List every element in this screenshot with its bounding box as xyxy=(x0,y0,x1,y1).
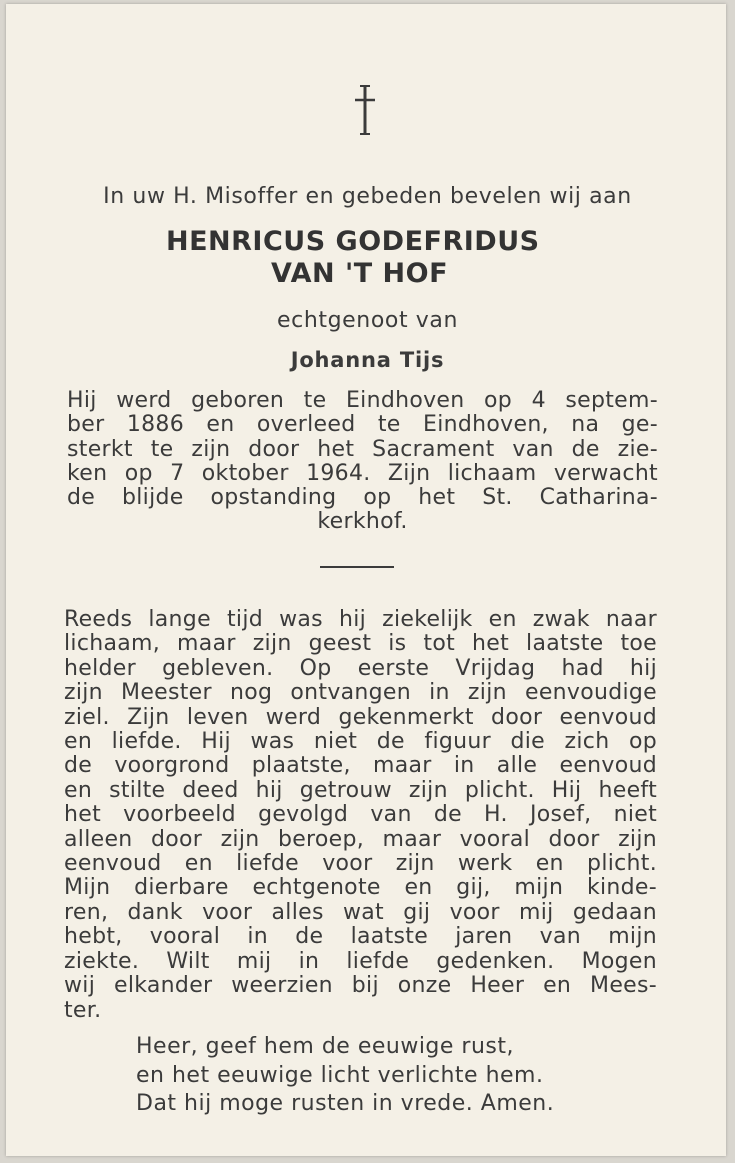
spouse-name: Johanna Tijs xyxy=(290,348,445,372)
memorial-line: ter. xyxy=(64,997,102,1023)
divider xyxy=(320,566,394,568)
biography-line: Hij werd geboren te Eindhoven op 4 septem- xyxy=(67,388,658,413)
memorial-line: helder gebleven. Op eerste Vrijdag had hij xyxy=(64,655,657,681)
spouse-label: echtgenoot van xyxy=(276,308,459,333)
memorial-line: eenvoud en liefde voor zijn werk en plicht. xyxy=(64,851,657,877)
memorial-line: en liefde. Hij was niet de figuur die zich op xyxy=(64,729,657,755)
memorial-line: ren, dank voor alles wat gij voor mij gedaan xyxy=(64,899,657,925)
memorial-line: lichaam, maar zijn geest is tot het laatste toe xyxy=(64,631,657,657)
prayer-line: en het eeuwige licht verlichte hem. xyxy=(136,1062,544,1088)
intro-text: In uw H. Misoffer en gebeden bevelen wij aan xyxy=(103,184,632,209)
deceased-name-line2: VAN 'T HOF xyxy=(271,258,449,289)
prayer-line: Dat hij moge rusten in vrede. Amen. xyxy=(136,1091,555,1116)
memorial-line: Reeds lange tijd was hij ziekelijk en zwak naar xyxy=(64,607,657,632)
prayer xyxy=(136,1033,554,1119)
prayer-line: Heer, geef hem de eeuwige rust, xyxy=(136,1034,514,1059)
biography-line: sterkt te zijn door het Sacrament van de zie- xyxy=(67,436,658,462)
memorial-line: de voorgrond plaatste, maar in alle eenvoud xyxy=(64,753,657,779)
memorial-line: ziel. Zijn leven werd gekenmerkt door eenvoud xyxy=(64,704,657,730)
memorial-line: en stilte deed hij getrouw zijn plicht. Hij heeft xyxy=(64,777,657,803)
biography-line: kerkhof. xyxy=(317,509,408,535)
biography-paragraph xyxy=(67,389,658,535)
cross-icon xyxy=(353,84,377,136)
biography-line: ken op 7 oktober 1964. Zijn lichaam verwacht xyxy=(67,460,658,486)
memorial-line: ziekte. Wilt mij in liefde gedenken. Mogen xyxy=(64,948,657,974)
memorial-line: wij elkander weerzien bij onze Heer en Mees- xyxy=(64,973,657,999)
biography-line: ber 1886 en overleed te Eindhoven, na ge- xyxy=(67,412,658,438)
memorial-line: het voorbeeld gevolgd van de H. Josef, niet xyxy=(64,802,657,828)
memorial-line: hebt, vooral in de laatste jaren van mijn xyxy=(64,924,657,950)
biography-line: de blijde opstanding op het St. Catharina- xyxy=(67,485,658,511)
memorial-paragraph xyxy=(64,608,657,1023)
memorial-line: Mijn dierbare echtgenote en gij, mijn kinde- xyxy=(64,875,657,901)
memorial-line: zijn Meester nog ontvangen in zijn eenvoudige xyxy=(64,680,657,706)
memorial-line: alleen door zijn beroep, maar vooral door zijn xyxy=(64,826,657,852)
deceased-name-line1: HENRICUS GODEFRIDUS xyxy=(166,226,540,257)
